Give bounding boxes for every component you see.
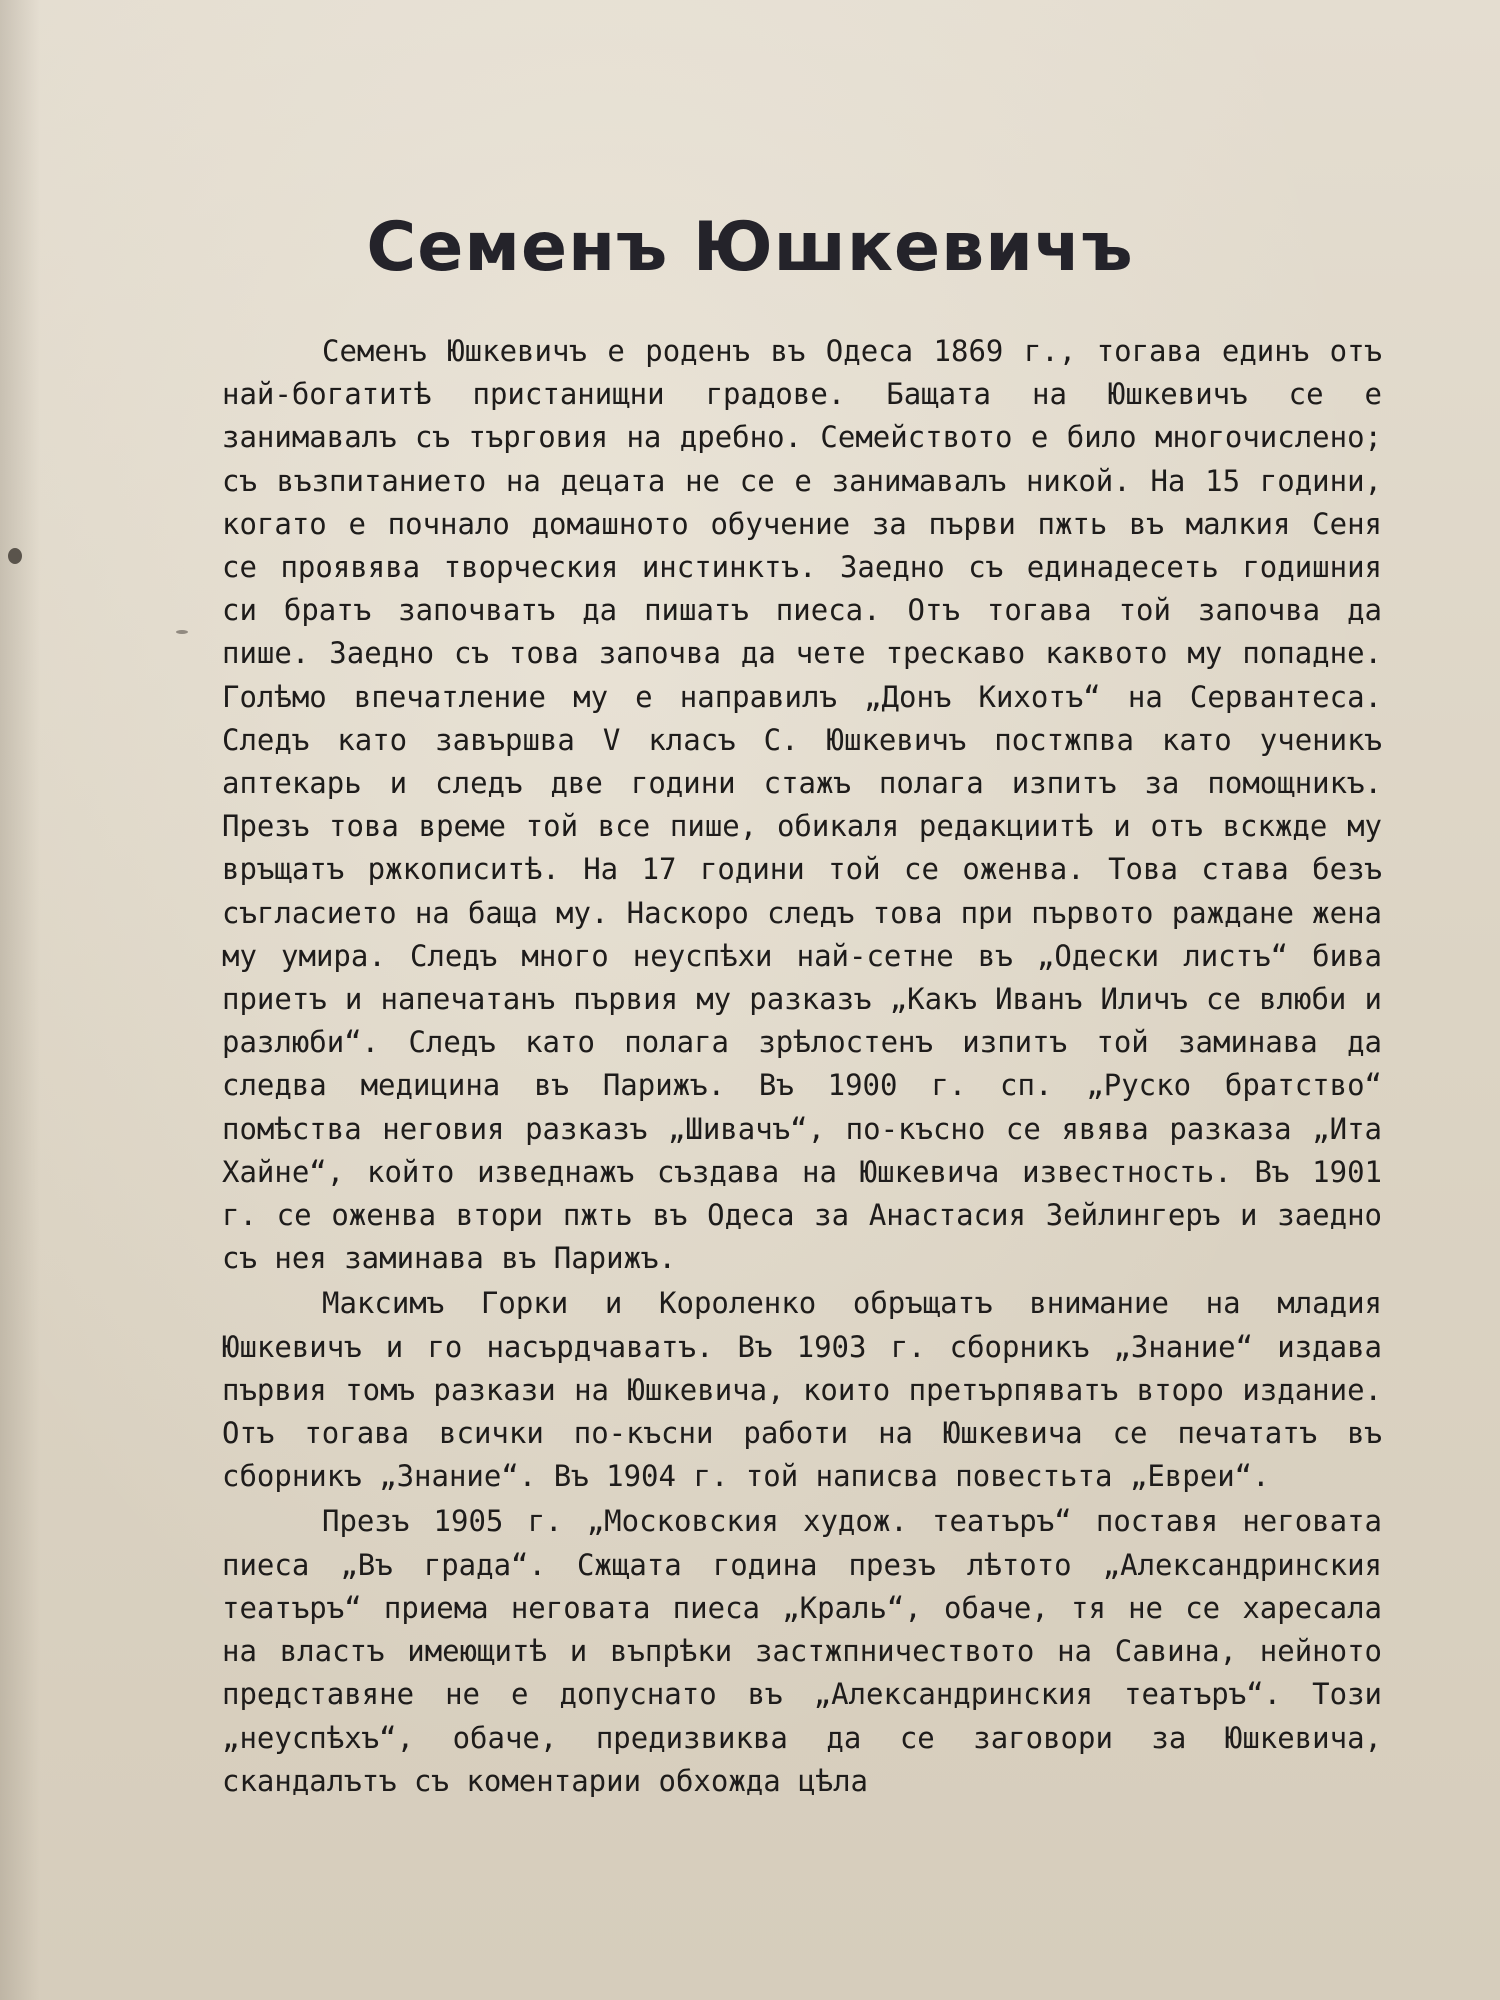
page-edge-shadow (0, 0, 40, 2000)
ink-speck (8, 548, 22, 564)
article-body (222, 330, 1382, 1803)
page-title: Семенъ Юшкевичъ (366, 208, 1134, 287)
paragraph: Максимъ Горки и Короленко обръщатъ внимание на младия Юшкевичъ и го насърдчаватъ. Въ 1903 г. сборникъ „Знание“ издава първия томъ разкази на Юшкевича, които претърпяватъ второ издание. Отъ тогава всички по-късни работи на Юшкевича се печататъ въ сборникъ „Знание“. Въ 1904 г. той написва повестьта „Евреи“. (222, 1286, 1382, 1494)
paragraph: Презъ 1905 г. „Московския худож. театъръ“ поставя неговата пиеса „Въ града“. Сжщата година презъ лѣтото „Александринския театъръ“ приема неговата пиеса „Краль“, обаче, тя не се харесала на властъ имеющитѣ и въпрѣки застжпничеството на Савина, нейното представяне не е допуснато въ „Александринския театъръ“. Този „неуспѣхъ“, обаче, предизвиква да се заговори за Юшкевича, скандалътъ съ коментарии обхожда цѣла (222, 1504, 1382, 1798)
paragraph: Семенъ Юшкевичъ е роденъ въ Одеса 1869 г., тогава единъ отъ най-богатитѣ пристанищни градове. Бащата на Юшкевичъ се е занимавалъ съ търговия на дребно. Семейството е било многочислено; съ възпитанието на децата не се е занимавалъ никой. На 15 години, когато е почнало домашното обучение за първи пжть въ малкия Сеня се проявява творческия инстинктъ. Заедно съ единадесеть годишния си братъ започватъ да пишатъ пиеса. Отъ тогава той започва да пише. Заедно съ това започва да чете трескаво каквото му попадне. Голѣмо впечатление му е направилъ „Донъ Кихотъ“ на Сервантеса. Следъ като завършва V класъ С. Юшкевичъ постжпва като ученикъ аптекарь и следъ две години стажъ полага изпитъ за помощникъ. Презъ това време той все пише, обикаля редакциитѣ и отъ вскждe му връщатъ ржкописитѣ. На 17 години той се оженва. Това става безъ съгласието на баща му. Наскоро следъ това при първото раждане жена му умира. Следъ много неуспѣхи най-сетне въ „Одески листъ“ бива приетъ и напечатанъ първия му разказъ „Какъ Иванъ Иличъ се влюби и разлюби“. Следъ като полага зрѣлостенъ изпитъ той заминава да следва медицина въ Парижъ. Въ 1900 г. сп. „Руско братство“ помѣства неговия разказъ „Шивачъ“, по-късно се явява разказа „Ита Хайне“, който изведнажъ създава на Юшкевича известность. Въ 1901 г. се оженва втори пжть въ Одеса за Анастасия Зейлингеръ и заедно съ нея заминава въ Парижъ. (222, 334, 1382, 1276)
ink-speck (176, 630, 188, 634)
